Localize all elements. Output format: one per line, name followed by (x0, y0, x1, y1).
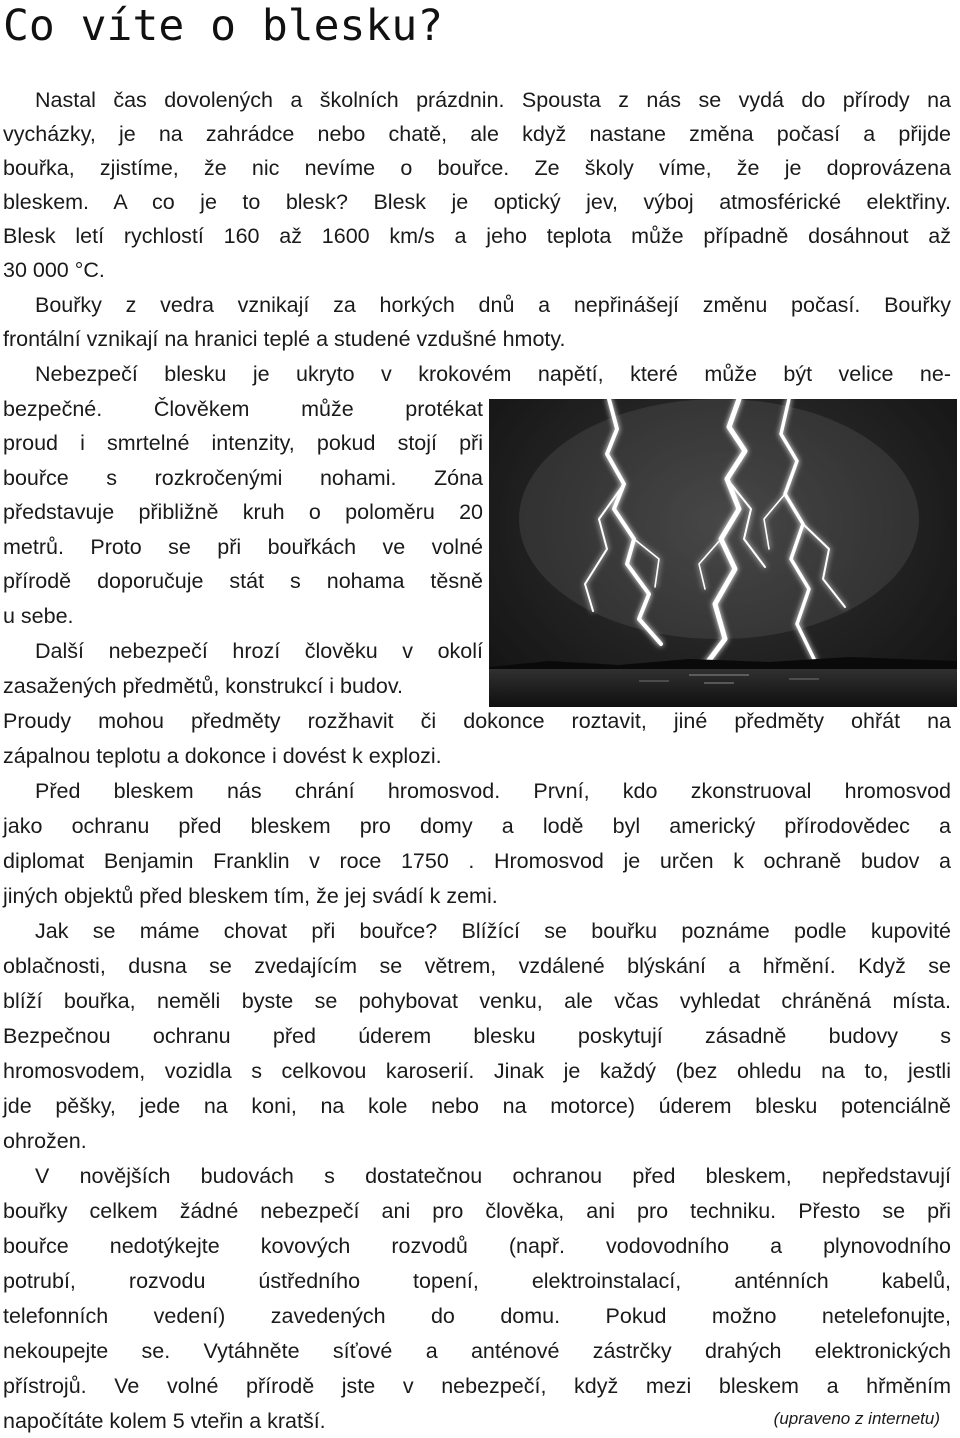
text-line: jako ochranu před bleskem pro domy a lodě byl americký přírodovědec a (3, 814, 951, 838)
text-line: potrubí, rozvodu ústředního topení, elektroinstalací, anténních kabelů, (3, 1269, 951, 1293)
text-line: přístrojů. Ve volné přírodě jste v nebezpečí, když mezi bleskem a hřměním (3, 1374, 951, 1398)
text-line: Bouřky z vedra vznikají za horkých dnů a nepřinášejí změnu počasí. Bouřky (35, 293, 951, 317)
text-line: 30 000 °C. (3, 258, 105, 282)
text-line: bouřce nedotýkejte kovových rozvodů (např. vodovodního a plynovodního (3, 1234, 951, 1258)
text-line: zasažených předmětů, konstrukcí i budov. (3, 674, 403, 698)
text-line: Další nebezpečí hrozí člověku v okolí (35, 639, 483, 663)
text-line: Jak se máme chovat při bouřce? Blížící se bouřku poznáme podle kupovité (35, 919, 951, 943)
text-line: jiných objektů před bleskem tím, že jej svádí k zemi. (3, 884, 498, 908)
lightning-photo (489, 399, 957, 707)
text-line: telefonních vedení) zavedených do domu. Pokud možno netelefonujte, (3, 1304, 951, 1328)
source-credit: (upraveno z internetu) (773, 1409, 940, 1428)
text-line: bouřce s rozkročenými nohami. Zóna (3, 466, 483, 490)
text-line: ohrožen. (3, 1129, 87, 1153)
text-line: oblačnosti, dusna se zvedajícím se větrem, vzdálené blýskání a hřmění. Když se (3, 954, 951, 978)
text-line: Před bleskem nás chrání hromosvod. První, kdo zkonstruoval hromosvod (35, 779, 951, 803)
text-line: nekoupejte se. Vytáhněte síťové a anténové zástrčky drahých elektronických (3, 1339, 951, 1363)
text-line: frontální vznikají na hranici teplé a studené vzdušné hmoty. (3, 327, 566, 351)
text-line: přírodě doporučuje stát s nohama těsně (3, 569, 483, 593)
page-title: Co víte o blesku? (3, 1, 444, 51)
text-line: Nastal čas dovolených a školních prázdnin. Spousta z nás se vydá do přírody na (35, 88, 951, 112)
text-line: proud i smrtelné intenzity, pokud stojí při (3, 431, 483, 455)
text-line: Nebezpečí blesku je ukryto v krokovém napětí, které může být velice ne- (35, 362, 951, 386)
text-line: vycházky, je na zahrádce nebo chatě, ale když nastane změna počasí a přijde (3, 122, 951, 146)
text-line: bezpečné. Člověkem může protékat (3, 397, 483, 421)
text-line: bouřka, zjistíme, že nic nevíme o bouřce. Ze školy víme, že je doprovázena (3, 156, 951, 180)
text-line: blíží bouřka, neměli byste se pohybovat venku, ale včas vyhledat chráněná místa. (3, 989, 951, 1013)
text-line: napočítáte kolem 5 vteřin a kratší. (3, 1409, 326, 1433)
text-line: představuje přibližně kruh o poloměru 20 (3, 500, 483, 524)
text-line: bouřky celkem žádné nebezpečí ani pro člověka, ani pro techniku. Přesto se při (3, 1199, 951, 1223)
text-line: bleskem. A co je to blesk? Blesk je optický jev, výboj atmosférické elektřiny. (3, 190, 951, 214)
text-line: Proudy mohou předměty rozžhavit či dokonce roztavit, jiné předměty ohřát na (3, 709, 951, 733)
text-line: zápalnou teplotu a dokonce i dovést k explozi. (3, 744, 442, 768)
text-line: metrů. Proto se při bouřkách ve volné (3, 535, 483, 559)
text-line: Bezpečnou ochranu před úderem blesku poskytují zásadně budovy s (3, 1024, 951, 1048)
text-line: V novějších budovách s dostatečnou ochranou před bleskem, nepředstavují (35, 1164, 951, 1188)
text-line: diplomat Benjamin Franklin v roce 1750 . Hromosvod je určen k ochraně budov a (3, 849, 951, 873)
text-line: jde pěšky, jede na koni, na kole nebo na motorce) úderem blesku potenciálně (3, 1094, 951, 1118)
text-line: hromosvodem, vozidla s celkovou karoserií. Jinak je každý (bez ohledu na to, jestli (3, 1059, 951, 1083)
text-line: u sebe. (3, 604, 74, 628)
text-line: Blesk letí rychlostí 160 až 1600 km/s a jeho teplota může případně dosáhnout až (3, 224, 951, 248)
